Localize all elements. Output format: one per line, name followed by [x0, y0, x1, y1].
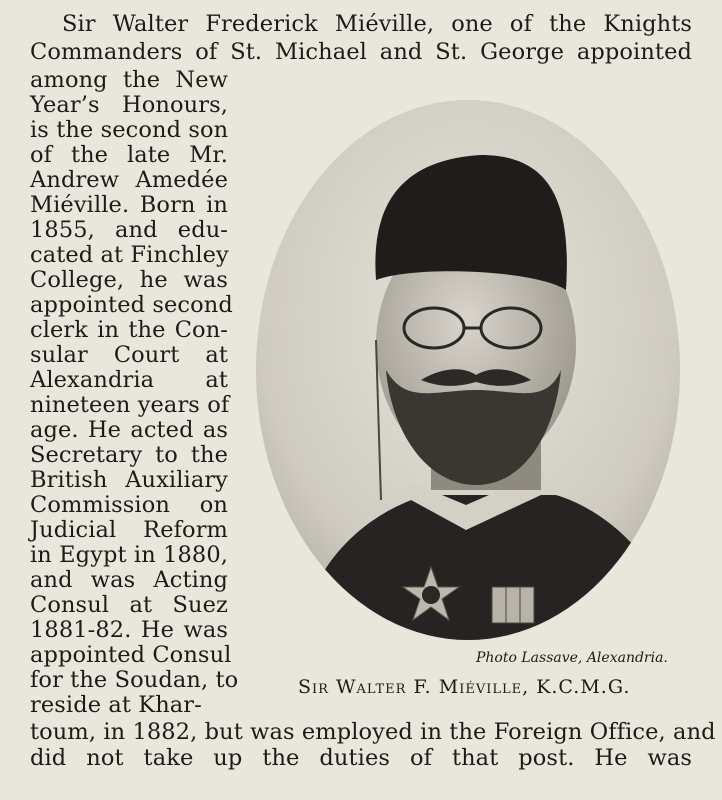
- article-line: appointed Consul: [30, 642, 232, 668]
- article-line: toum, in 1882, but was employed in the Foreign Office, and: [30, 719, 716, 745]
- article-line: Judicial Reform: [30, 517, 228, 543]
- article-line: in Egypt in 1880,: [30, 542, 228, 568]
- article-line: age. He acted as: [30, 417, 228, 443]
- article-line: Year’s Honours,: [30, 92, 228, 118]
- article-line: Andrew Amedée: [30, 167, 228, 193]
- article-line: Commission on: [30, 492, 228, 518]
- article-line: is the second son: [30, 117, 229, 143]
- portrait-illustration: [256, 100, 680, 640]
- article-line: 1881-82. He was: [30, 617, 228, 643]
- article-line: did not take up the duties of that post. He was: [30, 745, 692, 771]
- article-line: College, he was: [30, 267, 228, 293]
- article-line: Consul at Suez: [30, 592, 228, 618]
- article-line: reside at Khar-: [30, 692, 202, 718]
- article-line: Miéville. Born in: [30, 192, 228, 218]
- article-line: sular Court at: [30, 342, 228, 368]
- portrait-photo: [256, 100, 680, 640]
- article-line: British Auxiliary: [30, 467, 228, 493]
- article-line: among the New: [30, 67, 228, 93]
- article-line: 1855, and edu-: [30, 217, 228, 243]
- photo-caption: Sir Walter F. Miéville, K.C.M.G.: [298, 676, 631, 698]
- article-line: Secretary to the: [30, 442, 228, 468]
- article-line: for the Soudan, to: [30, 667, 239, 693]
- article-line: Sir Walter Frederick Miéville, one of the Knights: [62, 11, 692, 37]
- photo-credit: Photo Lassave, Alexandria.: [476, 650, 668, 666]
- article-line: of the late Mr.: [30, 142, 228, 168]
- article-line: nineteen years of: [30, 392, 230, 418]
- ribbon-bars-shape: [492, 587, 534, 623]
- article-line: cated at Finchley: [30, 242, 229, 268]
- article-line: clerk in the Con-: [30, 317, 228, 343]
- article-line: and was Acting: [30, 567, 228, 593]
- article-line: Alexandria at: [30, 367, 228, 393]
- article-line: Commanders of St. Michael and St. George appointed: [30, 39, 692, 65]
- article-line: appointed second: [30, 292, 233, 318]
